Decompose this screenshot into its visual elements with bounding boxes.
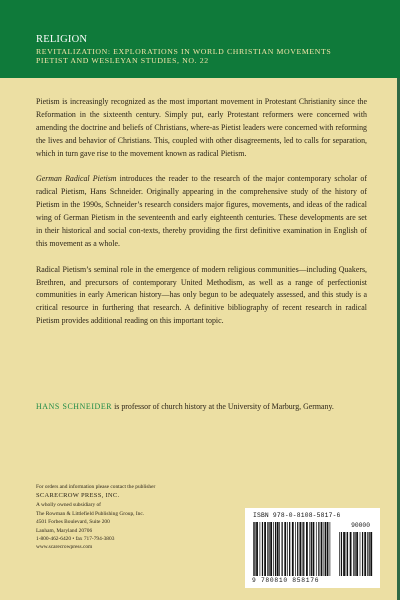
barcode-bar: [282, 522, 283, 576]
barcode-bar: [339, 532, 340, 576]
barcode-bar: [284, 522, 286, 576]
barcode-bar: [350, 532, 352, 576]
barcode-digits: 9 780810 858176: [252, 577, 320, 584]
barcode-bar: [292, 522, 294, 576]
barcode-bar: [277, 522, 279, 576]
barcode-bar: [325, 522, 326, 576]
publisher-subsidiary-note: A wholly owned subsidiary of: [36, 502, 101, 509]
barcode-bar: [370, 532, 372, 576]
barcode-bar: [302, 522, 303, 576]
barcode-bar: [260, 522, 261, 576]
barcode-bar: [262, 522, 263, 576]
publisher-phone: 1-800-462-6420 • fax 717-794-3803: [36, 535, 115, 542]
barcode-bar: [267, 522, 268, 576]
barcode-bar: [330, 522, 331, 576]
barcode-bar: [313, 522, 315, 576]
barcode-bar: [343, 532, 345, 576]
barcode-bar: [360, 532, 361, 576]
isbn-barcode: [245, 508, 380, 588]
barcode-bar: [316, 522, 317, 576]
paragraph-2: [36, 173, 367, 250]
publisher-info: [36, 483, 176, 552]
barcode-bar: [264, 522, 266, 576]
publisher-address: 4501 Forbes Boulevard, Suite 200: [36, 519, 110, 526]
barcode-bar: [341, 532, 342, 576]
barcode-bars: [245, 508, 380, 588]
category-label: RELIGION: [36, 34, 88, 45]
description: [36, 96, 367, 328]
paragraph-1: Pietism is increasingly recognized as the most important movement in Protestant Christianity since the Reformation in the sixteenth century. Simply put, early Protestant reformers were concerned with amending the doctrine and beliefs of Christians, where-as Pietist leaders were concerned with reforming the lives and behavior of Christians. This, coupled with other disagreements, led to calls for separation, which in turn gave rise to the movement known as radical Pietism.: [36, 97, 367, 158]
barcode-bar: [254, 522, 255, 576]
barcode-bar: [270, 522, 272, 576]
barcode-bar: [311, 522, 312, 576]
author-name: HANS SCHNEIDER: [36, 402, 113, 411]
barcode-bar: [256, 522, 258, 576]
barcode-bar: [303, 522, 304, 576]
barcode-bar: [253, 522, 254, 576]
barcode-bar: [327, 522, 329, 576]
barcode-bar: [354, 532, 355, 576]
barcode-bar: [369, 532, 370, 576]
barcode-bar: [362, 532, 363, 576]
publisher-city: Lanham, Maryland 20706: [36, 527, 93, 534]
barcode-bar: [295, 522, 296, 576]
barcode-bar: [309, 522, 310, 576]
publisher-website: www.scarecrowpress.com: [36, 544, 93, 551]
paragraph-3: Radical Pietism’s seminal role in the emergence of modern religious communities—including Quakers, Brethren, and precursors of contemporary United Methodism, as well as a range of perfectionist communities in early American history—has only begun to be adequately assessed, and this study is a critical resource in furthering that research. A definitive bibliography of recent research in radical Pietism provides additional reading on this important topic.: [36, 264, 367, 326]
barcode-bar: [268, 522, 269, 576]
barcode-bar: [324, 522, 325, 576]
barcode-bar: [356, 532, 358, 576]
isbn-number: ISBN 978-0-8108-5817-6: [253, 512, 341, 519]
barcode-bar: [275, 522, 276, 576]
barcode-bar: [318, 522, 319, 576]
book-title: German Radical Pietism: [36, 174, 117, 184]
barcode-bar: [353, 532, 354, 576]
barcode-bar: [289, 522, 290, 576]
barcode-bar: [273, 522, 274, 576]
barcode-bar: [297, 522, 298, 576]
series-subtitle: PIETIST AND WESLEYAN STUDIES, NO. 22: [36, 55, 209, 65]
barcode-bar: [364, 532, 366, 576]
series-info: [36, 34, 331, 65]
author-bio: [36, 401, 367, 414]
barcode-bar: [367, 532, 368, 576]
barcode-bar: [287, 522, 288, 576]
publisher-contact-note: For orders and information please contact the publisher: [36, 484, 156, 490]
barcode-bar: [306, 522, 308, 576]
barcode-bar: [347, 532, 348, 576]
publisher-name: SCARECROW PRESS, INC.: [36, 492, 120, 500]
barcode-bar: [299, 522, 301, 576]
price-code: 90000: [351, 522, 370, 529]
series-title: REVITALIZATION: EXPLORATIONS IN WORLD CHRISTIAN MOVEMENTS: [36, 46, 332, 56]
barcode-bar: [321, 522, 323, 576]
barcode-bar: [346, 532, 347, 576]
publisher-parent: The Rowman & Littlefield Publishing Group, Inc.: [36, 510, 145, 517]
barcode-bar: [279, 522, 280, 576]
paragraph-2-text: introduces the reader to the research of the major contemporary scholar of radical Pietism, Hans Schneider. Originally appearing in the comprehensive study of the history of Pietism in the 1990s, Schneider’s research considers major figures, movements, and ideas of the radical wing of German Pietism in the seventeenth and early eighteenth centuries. These developments are set in their historical and social con-texts, thereby providing the first definitive examination in English of this movement as a whole.: [36, 174, 367, 248]
author-bio-text: is professor of church history at the University of Marburg, Germany.: [112, 402, 334, 411]
